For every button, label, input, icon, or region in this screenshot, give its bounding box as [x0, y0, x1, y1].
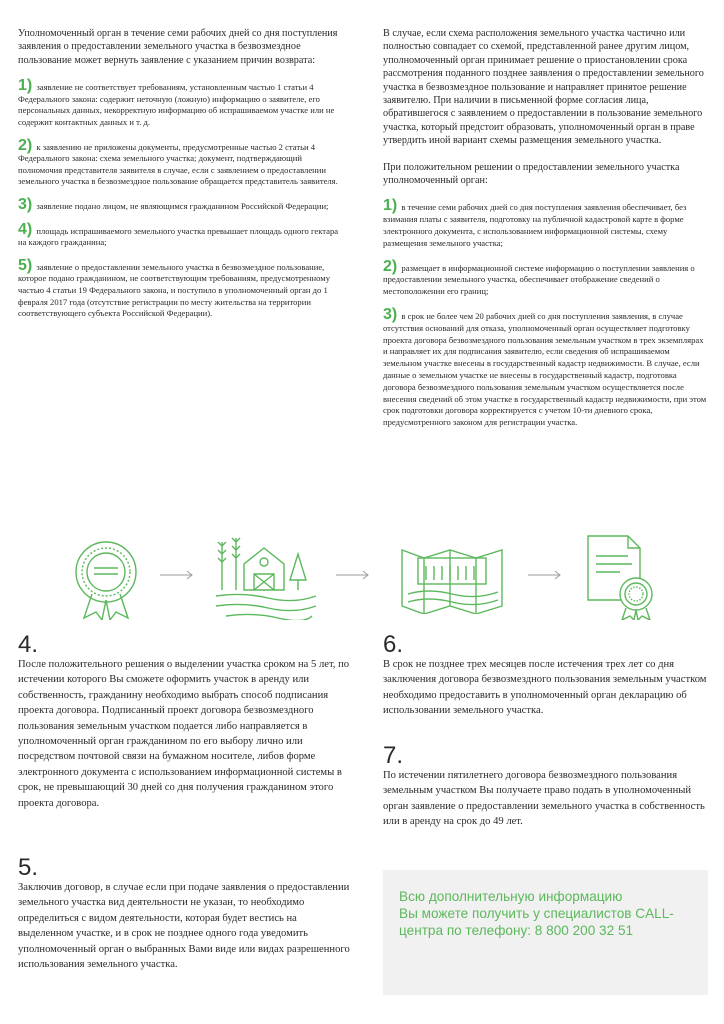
arrow-right-icon [160, 570, 194, 580]
item-number: 2) [383, 257, 398, 275]
item-number: 4) [18, 220, 33, 238]
left-column [18, 27, 348, 331]
process-icons-row [0, 528, 724, 620]
step-text: По истечении пятилетнего договора безвозмездного пользования земельным участком Вы получаете право подать в уполномоченный орган заявление о предоставлении земельного участка в собственность или в аренду на срок до 49 лет. [383, 770, 705, 828]
positive-decision-intro: При положительном решении о предоставлении земельного участка уполномоченный орган: [383, 161, 680, 187]
item-text: заявление не соответствует требованиям, установленным частью 1 статьи 4 Федерального закона: содержит неточную (ложную) информацию о заявителе, его персональных данных, некорректную информацию об испрашиваемом участке или не содержит контактных данных и т. д. [18, 82, 335, 127]
item-number: 5) [18, 256, 33, 274]
reason-item-1 [18, 77, 348, 128]
scheme-overlap-paragraph: В случае, если схема расположения земельного участка частично или полностью совпадает со схемой, представленной ранее другим лицом, уполномоченный орган принимает решение о приостановлении срока рассмотрения поданного позднее заявления о предоставлении земельного участка в безвозмездное пользование и направляет принятое решение заявителю. При наличии в письменной форме согласия лица, обратившегося с заявлением о предоставлении в пользование земельного участка, который предстоит образовать, уполномоченный орган в праве утвердить иной вариант схемы размещения земельного участка. [383, 28, 704, 147]
step-text: Заключив договор, в случае если при подаче заявления о предоставлении земельного участка вид деятельности не указан, то необходимо определиться с видом деятельности, которая будет вестись на выделенном участке, и в срок не позднее одного года уведомить уполномоченный орган о выбранных Вами виде или видах разрешенного использования земельного участка. [18, 882, 350, 971]
step-4 [18, 633, 350, 811]
reason-item-2 [18, 136, 348, 188]
step-6 [383, 633, 711, 719]
step-number: 4. [18, 631, 39, 658]
return-reasons-intro: Уполномоченный орган в течение семи рабочих дней со дня поступления заявления о предоставлении земельного участка в безвозмездное пользование может вернуть заявление с указанием причин возврата: [18, 28, 338, 66]
item-text: к заявлению не приложены документы, предусмотренные частью 2 статьи 4 Федерального закона: схема земельного участка; документ, подтверждающий полномочия представителя заявителя в случае, если с заявлением о предоставлении земельного участка в безвозмездное пользование обращается представитель заявителя. [18, 141, 338, 187]
item-number: 3) [18, 195, 33, 213]
reason-item-3 [18, 195, 348, 213]
item-number: 1) [18, 77, 33, 95]
callbox-line-2: Вы можете получить у специалистов CALL-центра по телефону: 8 800 200 32 51 [399, 906, 674, 938]
decision-item-3 [383, 306, 708, 429]
item-text: площадь испрашиваемого земельного участка превышает площадь одного гектара на каждого гражданина; [18, 225, 339, 248]
callbox-line-1: Всю дополнительную информацию [399, 889, 623, 904]
item-number: 3) [383, 306, 398, 324]
item-text: размещает в информационной системе информацию о поступлении заявления о предоставлении земельного участка, обеспечивает отображение сведений о местоположении его границ; [383, 262, 695, 297]
arrow-right-icon [336, 570, 370, 580]
farm-icon [212, 536, 318, 620]
right-column [383, 27, 708, 440]
step-number: 7. [383, 742, 404, 769]
reason-item-5 [18, 256, 348, 320]
reason-item-4 [18, 220, 348, 249]
field-map-icon [398, 544, 508, 614]
item-text: заявление о предоставлении земельного участка в безвозмездное пользование, которое подано гражданином, не соответствующим требованиям, предусмотренному частью 4 статьи 19 Федерального закона, и поступило в уполномоченный орган до 1 февраля 2017 года (отсутствие регистрации по месту жительства на территории соответствующего субъекта Российской Федерации). [18, 261, 331, 319]
certificate-icon [584, 534, 658, 620]
step-number: 5. [18, 854, 39, 881]
item-text: в срок не более чем 20 рабочих дней со дня поступления заявления, в случае отсутствия оснований для отказа, уполномоченный орган осуществляет подготовку проекта договора безвозмездного пользования земельным участком в трех экземплярах и направляет их для подписания заявителю, если сведения об испрашиваемом земельном участке внесены в государственный кадастр недвижимости. В случае, если данные о земельном участке не внесены в государственный кадастр, подготовка договора безвозмездного пользования земельным участком осуществляется после внесения сведений об этом участке в государственный кадастр недвижимости, при этом срок подготовки договора корректируется с учетом 10-ти дневного срока, предусмотренного законом для регистрации участка. [383, 311, 707, 428]
decision-item-1 [383, 197, 708, 249]
item-text: в течение семи рабочих дней со дня поступления заявления обеспечивает, без взимания платы с заявителя, подготовку на публичной кадастровой карте в форме электронного документа, с использованием информационной системы, схему размещения земельного участка; [383, 202, 687, 248]
step-7 [383, 744, 711, 830]
item-text: заявление подано лицом, не являющимся гражданином Российской Федерации; [36, 200, 329, 211]
step-number: 6. [383, 631, 404, 658]
step-5 [18, 856, 350, 972]
arrow-right-icon [528, 570, 562, 580]
call-center-info-box [383, 870, 708, 995]
medal-icon [66, 538, 146, 620]
decision-item-2 [383, 257, 708, 298]
step-text: После положительного решения о выделении участка сроком на 5 лет, по истечении которого Вы сможете оформить участок в аренду или собственность, гражданину необходимо выбрать способ подписания проекта договора. Подписанный проект договора безвозмездного пользования земельным участком подается либо направляется в уполномоченный орган гражданином по его выбору лично или посредством почтовой связи на бумажном носителе, либов форме электронного документа с использованием информационной системы в срок, не превышающий 30 дней со дня получения гражданином этого проекта договора. [18, 659, 350, 809]
item-number: 2) [18, 136, 33, 154]
item-number: 1) [383, 197, 398, 215]
step-text: В срок не позднее трех месяцев после истечения трех лет со дня заключения договора безвозмездного пользования земельным участком необходимо предоставить в уполномоченный орган декларацию об использовании земельного участка. [383, 659, 707, 717]
